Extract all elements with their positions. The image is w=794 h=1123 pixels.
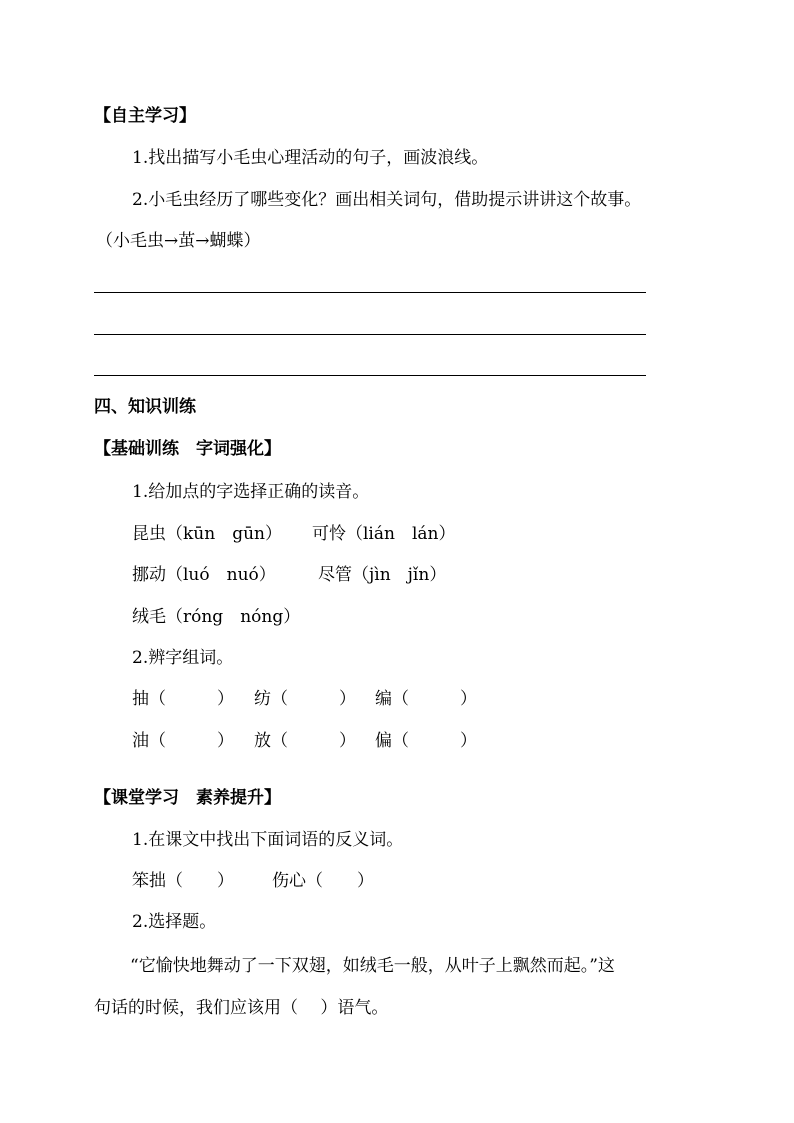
answer-line-1	[94, 292, 646, 293]
reading-item: 绒毛（róng nóng）	[132, 607, 301, 627]
quote-line-1: “它愉快地舞动了一下双翅，如绒毛一般，从叶子上飘然而起。”这	[130, 956, 615, 976]
word-group-blank: 抽（ ）	[132, 689, 234, 709]
self-study-item-2: 2.小毛虫经历了哪些变化？画出相关词句，借助提示讲讲这个故事。	[132, 190, 642, 210]
self-study-item-1: 1.找出描写小毛虫心理活动的句子，画波浪线。	[132, 148, 489, 168]
classroom-q2: 2.选择题。	[132, 912, 217, 932]
word-group-blank: 偏（ ）	[375, 731, 477, 751]
reading-item: 尽管（jìn jǐn）	[318, 565, 447, 585]
answer-line-2	[94, 334, 646, 335]
self-study-hint: （小毛虫→茧→蝴蝶）	[96, 231, 261, 251]
reading-item: 昆虫（kūn gūn）	[132, 524, 282, 544]
quote-line-2: 句话的时候，我们应该用（ ）语气。	[94, 998, 389, 1018]
self-study-heading: 【自主学习】	[94, 106, 196, 126]
classroom-heading: 【课堂学习 素养提升】	[94, 788, 281, 808]
basic-training-heading: 【基础训练 字词强化】	[94, 439, 281, 459]
basic-q1: 1.给加点的字选择正确的读音。	[132, 482, 370, 502]
section-4-title: 四、知识训练	[94, 397, 196, 417]
reading-item: 挪动（luó nuó）	[132, 565, 276, 585]
antonym-blank: 伤心（ ）	[272, 871, 374, 891]
antonym-blank: 笨拙（ ）	[132, 871, 234, 891]
answer-line-3	[94, 375, 646, 376]
word-group-blank: 油（ ）	[132, 731, 234, 751]
word-group-blank: 纺（ ）	[254, 689, 356, 709]
word-group-blank: 放（ ）	[254, 731, 356, 751]
basic-q2: 2.辨字组词。	[132, 648, 234, 668]
word-group-blank: 编（ ）	[375, 689, 477, 709]
reading-item: 可怜（lián lán）	[312, 524, 456, 544]
classroom-q1: 1.在课文中找出下面词语的反义词。	[132, 830, 404, 850]
